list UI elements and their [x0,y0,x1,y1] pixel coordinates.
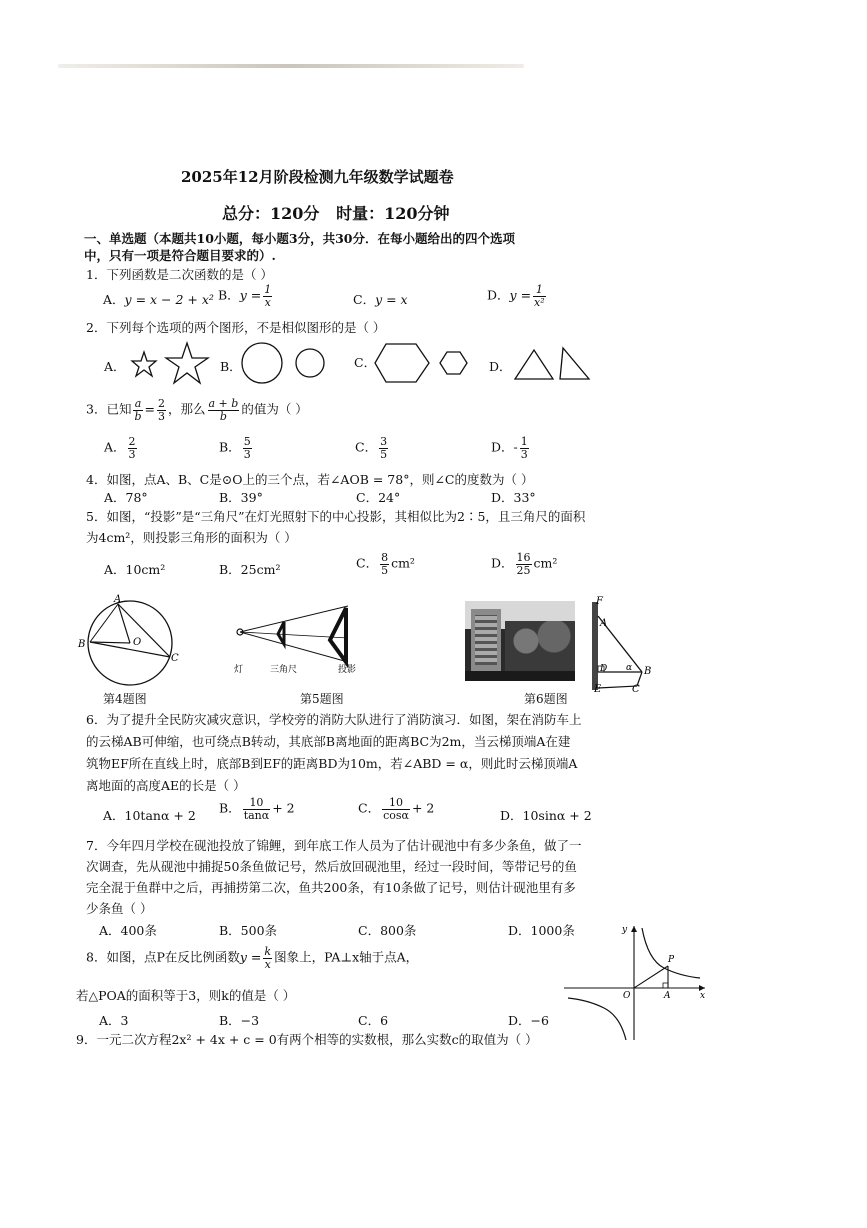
exam-title: 2025年12月阶段检测九年级数学试题卷 [181,168,454,186]
q1-b-label: B． [218,287,240,303]
q6-b-label: B． [219,800,241,816]
q8-post: 图象上，PA⊥x轴于点A， [274,949,419,965]
small-hexagon-shape [440,352,467,374]
right-triangle-shape [560,348,589,379]
q1-option-c [353,290,408,308]
q5-d-label: D． [491,555,514,571]
fig8-hyperbola-diagram [560,922,710,1044]
q5-d-den: 25 [516,563,531,577]
q5-line2: 为4cm²，则投影三角形的面积为（ ） [86,530,297,545]
q1-a-expr: y = x − 2 + x² [124,292,214,307]
q6-line3: 筑物EF所在直线上时，底部B到EF的距离BD为10m，若∠ABD = α，则此时云梯顶端A [86,756,578,771]
q3-cond-num: a [134,397,142,410]
q5-c-frac [380,552,389,576]
q1-d-num: 1 [533,284,546,297]
photo-ground [465,671,575,681]
q3-b-label: B． [219,439,241,455]
q6-option-c [358,797,434,821]
fig5-ray-top [240,606,348,632]
q3-option-a [104,436,139,460]
q6-c-den: cosα [383,808,409,822]
fig5-projection-diagram [230,600,370,680]
q8-lhs: y = [239,949,262,965]
q8-option-a: A．3 [99,1013,129,1028]
q5-c-unit: cm² [391,555,415,571]
score-time-line: 总分：120分 时量：120分钟 [222,204,450,223]
q3-option-c [355,436,390,460]
q2-b-label: B． [220,359,242,374]
q3-option-d [491,436,531,460]
q3-stem-pre: 3．已知 [86,401,132,417]
q7-line2: 次调查，先从砚池中捕捉50条鱼做记号，然后放回砚池里，经过一段时间，等带记号的鱼 [86,859,577,874]
q2-a-stars [124,340,214,388]
q3-a-label: A． [104,439,126,455]
q7-line1: 7．今年四月学校在砚池投放了锦鲤，到年底工作人员为了估计砚池中有多少条鱼，做了一 [86,838,582,853]
q2-b-circles [240,340,330,388]
fig4-label-b: B [78,639,86,650]
fig8-branch-third-quadrant [568,998,626,1040]
fig6-label-e: E [594,684,602,695]
q3-b-num: 5 [243,435,251,448]
photo-building-windows [475,615,497,665]
q1-option-b [218,284,274,308]
fig5-label-ruler: 三角尺 [270,665,298,675]
q1-option-a [103,290,214,308]
q1-b-num: 1 [264,283,272,296]
fig6-caption: 第6题图 [524,692,568,706]
q7-option-c: C．800条 [358,923,417,938]
fig4-label-o: O [133,637,142,648]
q3-b-frac [243,436,252,460]
q3-expr-num: a + b [208,397,239,410]
q5-option-b: B．25cm² [219,562,281,577]
q3-a-den: 3 [128,447,136,461]
q1-b-den: x [264,295,271,309]
q2-d-triangles [512,345,602,385]
fig8-right-angle-mark [663,983,668,988]
fig8-label-o: O [623,991,631,1001]
q8-num: k [264,945,272,958]
fig8-label-y: y [622,925,628,935]
q6-line4: 离地面的高度AE的长是（ ） [86,778,246,793]
small-circle-shape [296,349,324,377]
q3-cond-rden: 3 [157,409,165,423]
equilateral-triangle-shape [515,350,553,379]
q3-d-sign: - [513,439,518,455]
q3-c-den: 5 [380,447,388,461]
q8-option-d: D．−6 [508,1013,549,1028]
q3-stem [86,398,308,422]
q1-d-frac [533,284,546,308]
q8-pre: 8．如图，点P在反比例函数 [86,949,240,965]
q2-d-label: D． [489,359,512,374]
fig5-ruler-triangle [278,622,284,644]
q3-d-den: 3 [520,447,528,461]
fig5-label-projection: 投影 [338,665,357,675]
q6-c-frac [382,797,410,821]
fig6-label-c: C [632,684,640,695]
q8-frac [263,946,272,970]
fig4-label-a: A [114,594,122,605]
q5-option-a: A．10cm² [104,562,166,577]
q5-d-unit: cm² [533,555,558,571]
q4-option-d: D．33° [491,490,536,505]
q7-line4: 少条鱼（ ） [86,901,153,916]
q6-c-label: C． [358,800,381,816]
q6-option-b [219,797,295,821]
q5-c-num: 8 [381,551,389,564]
q1-d-label: D． [487,287,510,303]
fig4-caption: 第4题图 [103,692,147,706]
q1-stem: 1．下列函数是二次函数的是（ ） [86,267,273,282]
q8-stem [86,946,418,970]
fig6-label-f: F [596,596,603,607]
q5-d-frac [516,552,532,576]
q3-stem-post: 的值为（ ） [241,401,308,417]
fig5-projection-triangle [330,608,346,662]
q3-c-frac [379,436,388,460]
fig8-y-arrow [631,926,637,932]
fig4-label-c: C [171,653,179,664]
q4-option-b: B．39° [219,490,263,505]
q6-line2: 的云梯AB可伸缩，也可绕点B转动，其底部B离地面的距离BC为2m，当云梯顶端A在建 [86,734,571,749]
q4-option-a: A．78° [104,490,148,505]
q9-stem: 9．一元二次方程2x² + 4x + c = 0有两个相等的实数根，那么实数c的取值为（ ） [76,1032,538,1047]
large-hexagon-shape [375,344,429,382]
section1-heading-line1: 一、单选题（本题共10小题，每小题3分，共30分．在每小题给出的四个选项 [84,231,515,246]
fig6-label-alpha: α [626,663,633,673]
q8-option-c: C．6 [358,1013,389,1028]
fig6-label-b: B [644,666,652,677]
q6-option-a: A．10tanα + 2 [103,808,196,823]
q3-a-num: 2 [128,435,136,448]
q6-c-num: 10 [382,797,410,810]
q4-option-c: C．24° [356,490,401,505]
q5-d-num: 16 [516,551,531,564]
q1-c-expr: y = x [375,292,408,307]
q6-b-num: 10 [243,797,271,810]
fig5-caption: 第5题图 [300,692,344,706]
q3-cond-rnum: 2 [157,397,165,410]
q8-option-b: B．−3 [219,1013,260,1028]
q3-a-frac [128,436,137,460]
q1-d-lhs: y = [509,287,532,303]
q5-c-den: 5 [381,563,389,577]
q3-b-den: 3 [243,447,251,461]
scan-edge-mark [58,64,524,68]
q1-option-d [487,284,548,308]
q1-a-label: A． [103,292,125,307]
small-star-shape [132,352,156,376]
q3-d-num: 1 [520,435,528,448]
fig8-label-x: x [700,991,706,1001]
q8-den: x [264,957,271,971]
q5-option-d [491,552,557,576]
q2-stem: 2．下列每个选项的两个图形，不是相似图形的是（ ） [86,320,386,335]
q6-option-d: D．10sinα + 2 [500,808,592,823]
fig8-label-p: P [668,955,675,965]
fig6-label-d: D [600,664,608,674]
q2-a-label: A． [104,359,126,374]
fig4-circle-diagram [78,595,188,690]
q3-expr-den: b [219,409,227,423]
q2-c-hexagons [372,340,472,388]
q3-cond-den: b [134,409,142,423]
q1-b-lhs: y = [239,287,262,303]
q6-line1: 6．为了提升全民防灾减灾意识，学校旁的消防大队进行了消防演习．如图，架在消防车上 [86,712,582,727]
q6-b-tail: + 2 [272,800,295,816]
q5-line1: 5．如图，“投影”是“三角尺”在灯光照射下的中心投影，其相似比为2∶5，且三角尺的面积 [86,509,586,524]
fig8-label-a: A [664,991,671,1001]
q3-cond-eq: = [144,401,155,417]
q6-c-tail: + 2 [411,800,435,816]
q3-expr-frac [208,398,240,422]
q3-c-label: C． [355,439,378,455]
photo-trees [505,621,575,671]
q3-d-label: D． [491,439,514,455]
q3-cond-rfrac [157,398,166,422]
q1-b-frac [263,284,272,308]
q7-option-d: D．1000条 [508,923,575,938]
q6-b-den: tanα [243,808,270,822]
q2-c-label: C． [354,355,377,370]
q8-line2: 若△POA的面积等于3，则k的值是（ ） [76,988,296,1003]
q3-d-frac [520,436,529,460]
fig5-label-lamp: 灯 [234,665,244,675]
q7-option-b: B．500条 [219,923,278,938]
large-circle-shape [242,343,282,383]
q5-option-c [356,552,415,576]
q3-cond-lfrac [133,398,142,422]
q7-option-a: A．400条 [99,923,157,938]
fig6-label-a: A [600,618,608,629]
large-star-shape [166,343,208,383]
q3-option-b [219,436,254,460]
fig6-photo [465,601,575,681]
fig6-ladder-diagram [582,598,657,693]
fig8-branch-first-quadrant [642,928,700,978]
q3-stem-mid: ，那么 [167,401,206,417]
q1-c-label: C． [353,292,376,307]
fig6-building-ef [592,602,598,690]
q7-line3: 完全混于鱼群中之后，再捕捞第二次，鱼共200条，有10条做了记号，则估计砚池里有多 [86,880,576,895]
q1-d-den: x² [534,295,545,309]
section1-heading-line2: 中，只有一项是符合题目要求的）. [84,248,276,263]
q6-b-frac [243,797,271,821]
q3-c-num: 3 [380,435,388,448]
q5-c-label: C． [356,555,379,571]
q4-stem: 4．如图，点A、B、C是⊙O上的三个点，若∠AOB = 78°，则∠C的度数为（ ） [86,472,534,487]
